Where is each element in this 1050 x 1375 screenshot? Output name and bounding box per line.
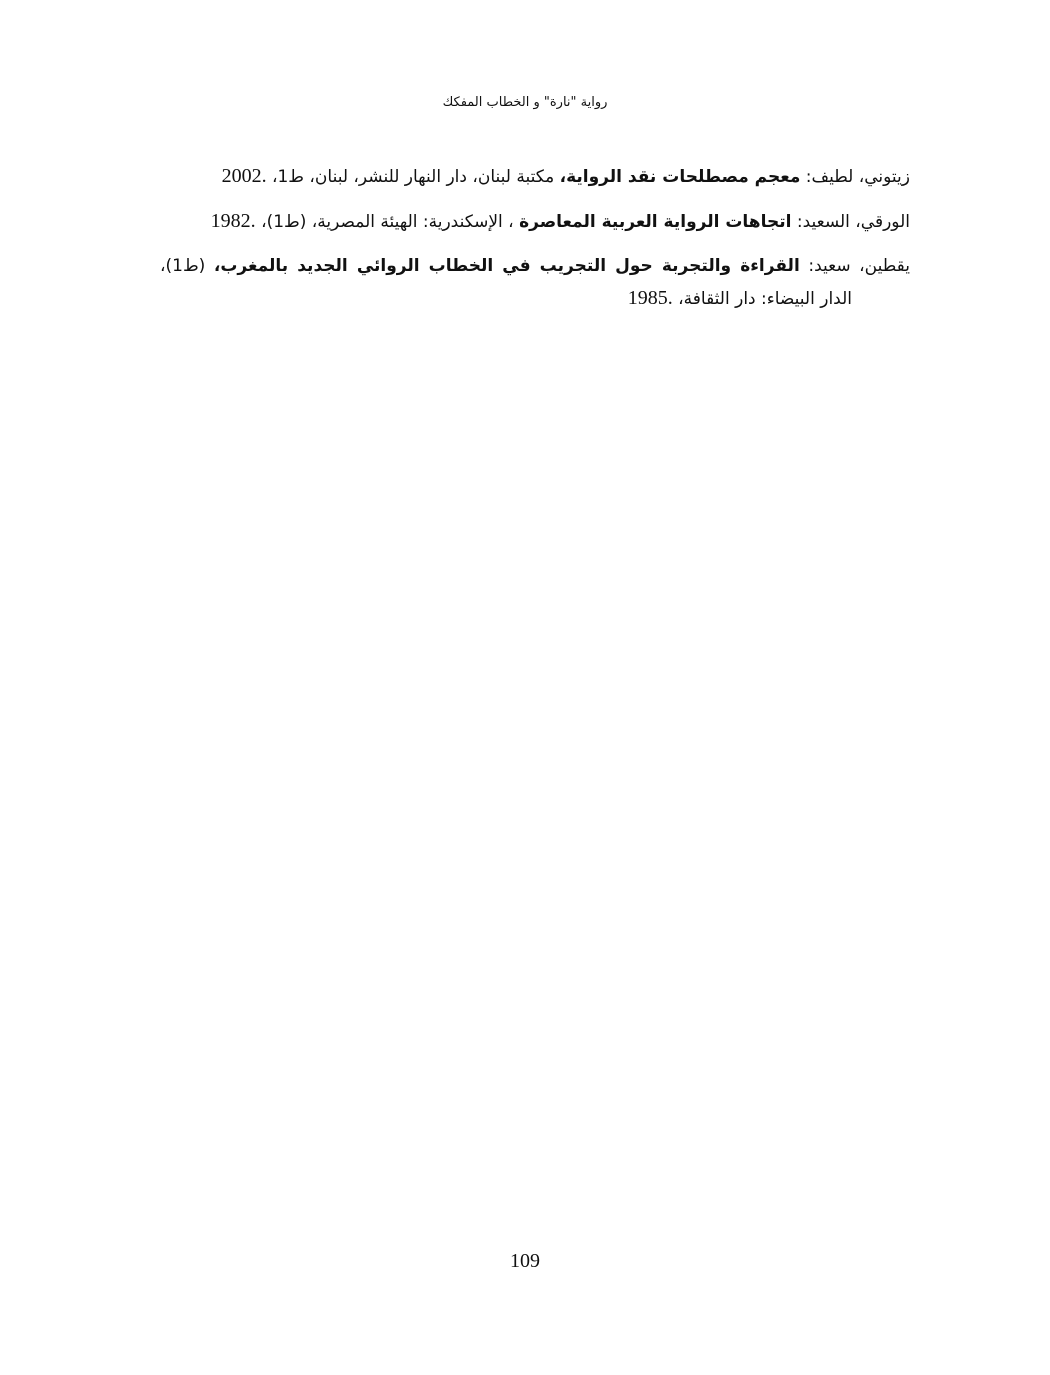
entry-author: يقطين، سعيد: <box>799 256 910 276</box>
bibliography-entry <box>160 160 910 193</box>
entry-details: (ط1)، الدار البيضاء: دار الثقافة، <box>160 256 852 309</box>
entry-title: اتجاهات الرواية العربية المعاصرة <box>519 212 792 232</box>
entry-title: معجم مصطلحات نقد الرواية، <box>559 167 801 187</box>
entry-title: القراءة والتجربة حول التجريب في الخطاب الروائي الجديد بالمغرب، <box>213 256 800 276</box>
running-header: رواية "نارة" و الخطاب المفكك <box>442 95 608 110</box>
entry-year: 2002. <box>221 165 267 187</box>
entry-year: 1985. <box>627 287 673 309</box>
bibliography-entry <box>160 205 910 238</box>
entry-author: الورقي، السعيد: <box>791 212 910 232</box>
bibliography-entry <box>160 250 910 315</box>
entry-details: ، الإسكندرية: الهيئة المصرية، (ط1)، <box>255 212 520 232</box>
entry-year: 1982. <box>210 210 256 232</box>
entry-details: مكتبة لبنان، دار النهار للنشر، لبنان، ط1، <box>266 167 560 187</box>
page-number: 109 <box>510 1250 540 1272</box>
bibliography-list <box>160 160 910 327</box>
entry-author: زيتوني، لطيف: <box>800 167 910 187</box>
